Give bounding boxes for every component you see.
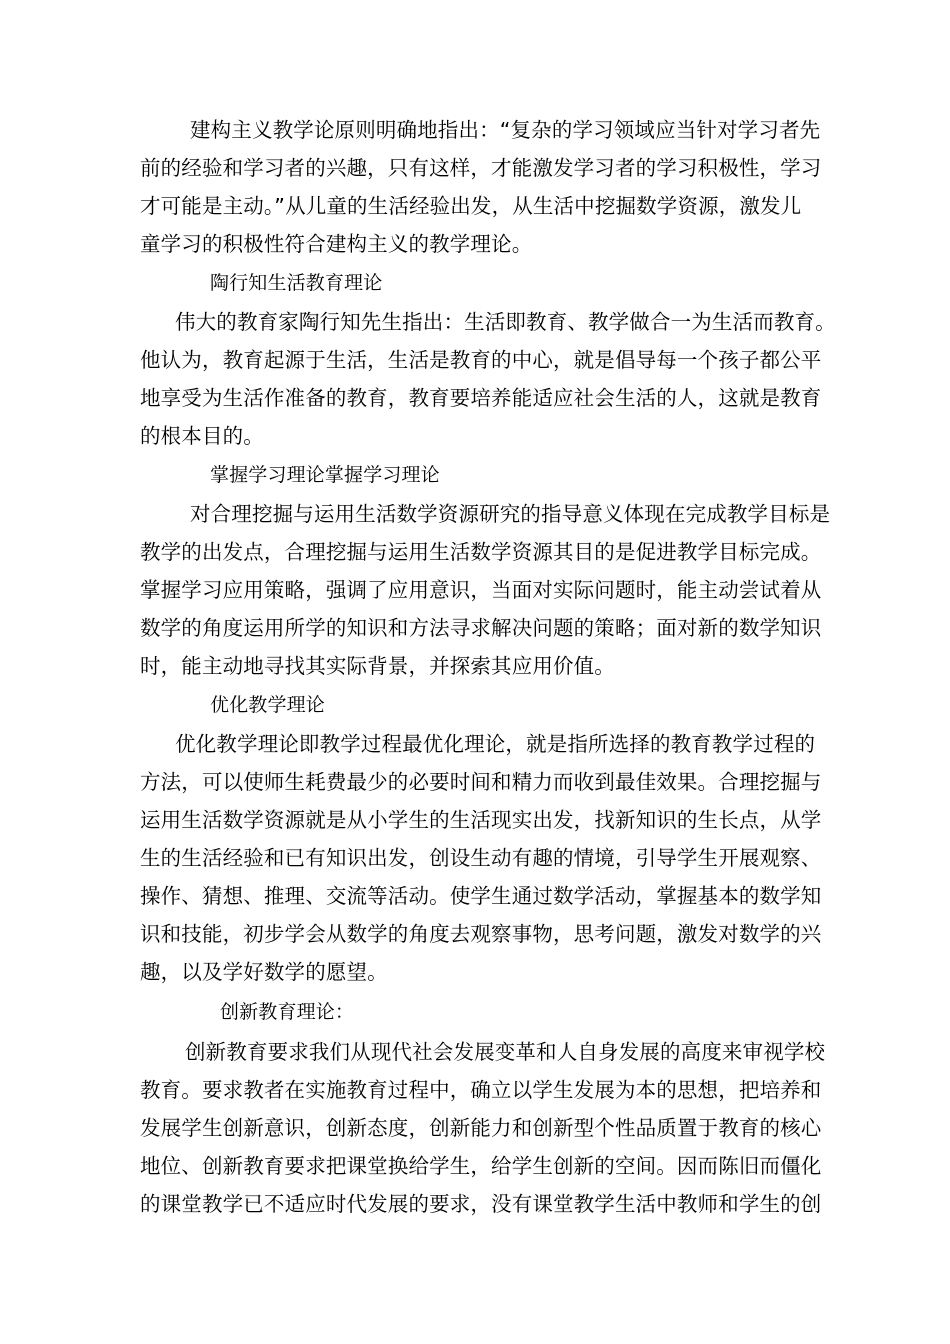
paragraph-line: 对合理挖掘与运用生活数学资源研究的指导意义体现在完成教学目标是 [190,502,831,526]
paragraph-line: 建构主义教学论原则明确地指出：“复杂的学习领域应当针对学习者先 [190,118,821,142]
section-heading: 优化教学理论 [210,694,325,716]
paragraph-line: 操作、猜想、推理、交流等活动。使学生通过数学活动，掌握基本的数学知 [140,884,822,908]
paragraph-line: 掌握学习应用策略，强调了应用意识，当面对实际问题时，能主动尝试着从 [140,578,822,602]
paragraph-line: 伟大的教育家陶行知先生指出：生活即教育、教学做合一为生活而教育。 [175,310,836,334]
paragraph-line: 识和技能，初步学会从数学的角度去观察事物，思考问题，激发对数学的兴 [140,922,822,946]
paragraph-line: 地位、创新教育要求把课堂换给学生，给学生创新的空间。因而陈旧而僵化 [140,1154,822,1178]
paragraph-line: 童学习的积极性符合建构主义的教学理论。 [140,232,533,256]
paragraph-line: 教育。要求教者在实施教育过程中，确立以学生发展为本的思想，把培养和 [140,1078,822,1102]
section-heading: 创新教育理论： [220,1001,355,1023]
paragraph-line: 发展学生创新意识，创新态度，创新能力和创新型个性品质置于教育的核心 [140,1116,822,1140]
paragraph-line: 创新教育要求我们从现代社会发展变革和人自身发展的高度来审视学校 [185,1040,826,1064]
paragraph-line: 教学的出发点，合理挖掘与运用生活数学资源其目的是促进教学目标完成。 [140,540,822,564]
paragraph-line: 优化教学理论即教学过程最优化理论，就是指所选择的教育教学过程的 [175,732,816,756]
paragraph-line: 地享受为生活作准备的教育，教育要培养能适应社会生活的人，这就是教育 [140,386,822,410]
paragraph-line: 生的生活经验和已有知识出发，创设生动有趣的情境，引导学生开展观察、 [140,846,822,870]
paragraph-line: 时，能主动地寻找其实际背景，并探索其应用价值。 [140,654,615,678]
paragraph-line: 趣，以及学好数学的愿望。 [140,960,388,984]
paragraph-line: 数学的角度运用所学的知识和方法寻求解决问题的策略；面对新的数学知识 [140,616,822,640]
paragraph-line: 的课堂教学已不适应时代发展的要求，没有课堂教学生活中教师和学生的创 [140,1192,822,1216]
paragraph-line: 他认为，教育起源于生活，生活是教育的中心，就是倡导每一个孩子都公平 [140,348,822,372]
paragraph-line: 的根本目的。 [140,424,264,448]
section-heading: 陶行知生活教育理论 [210,272,383,294]
paragraph-line: 运用生活数学资源就是从小学生的生活现实出发，找新知识的生长点，从学 [140,808,822,832]
paragraph-line: 前的经验和学习者的兴趣，只有这样，才能激发学习者的学习积极性，学习 [140,156,822,180]
paragraph-line: 方法，可以使师生耗费最少的必要时间和精力而收到最佳效果。合理挖掘与 [140,770,822,794]
paragraph-line: 才可能是主动。”从儿童的生活经验出发，从生活中挖掘数学资源，激发儿 [140,194,802,218]
section-heading: 掌握学习理论掌握学习理论 [210,464,440,486]
